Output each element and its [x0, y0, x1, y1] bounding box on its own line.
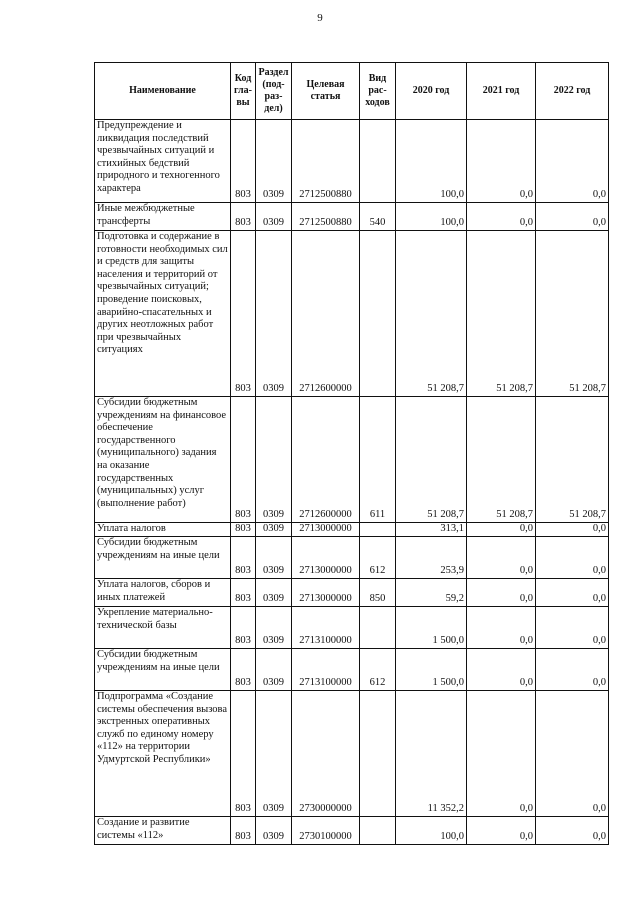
row-2022: 0,0 — [536, 607, 609, 649]
row-2020: 253,9 — [396, 537, 467, 579]
row-expense-type — [360, 231, 396, 397]
row-section: 0309 — [256, 817, 292, 845]
row-2022: 51 208,7 — [536, 397, 609, 523]
row-expense-type: 612 — [360, 649, 396, 691]
row-target: 2713000000 — [292, 579, 360, 607]
row-chapter: 803 — [231, 231, 256, 397]
row-expense-type — [360, 523, 396, 537]
row-expense-type — [360, 120, 396, 203]
row-chapter: 803 — [231, 579, 256, 607]
row-target: 2730000000 — [292, 691, 360, 817]
row-target: 2713100000 — [292, 649, 360, 691]
row-target: 2712600000 — [292, 397, 360, 523]
header-name: Наименование — [95, 63, 231, 120]
row-target: 2712600000 — [292, 231, 360, 397]
row-chapter: 803 — [231, 537, 256, 579]
row-expense-type — [360, 607, 396, 649]
row-2021: 0,0 — [467, 523, 536, 537]
row-2021: 0,0 — [467, 649, 536, 691]
table-row — [95, 203, 609, 231]
row-chapter: 803 — [231, 203, 256, 231]
row-2022: 0,0 — [536, 579, 609, 607]
table-row — [95, 537, 609, 579]
row-2021: 0,0 — [467, 691, 536, 817]
row-section: 0309 — [256, 231, 292, 397]
row-name: Уплата налогов — [95, 523, 231, 537]
row-target: 2713000000 — [292, 523, 360, 537]
row-2022: 0,0 — [536, 691, 609, 817]
row-expense-type: 540 — [360, 203, 396, 231]
page-number: 9 — [317, 12, 323, 24]
row-2020: 51 208,7 — [396, 397, 467, 523]
header-2021: 2021 год — [467, 63, 536, 120]
row-2020: 100,0 — [396, 120, 467, 203]
row-expense-type: 611 — [360, 397, 396, 523]
row-target: 2730100000 — [292, 817, 360, 845]
row-2020: 100,0 — [396, 817, 467, 845]
row-name: Подготовка и содержание в готовности необходимых сил и средств для защиты населения и территорий от чрезвычайных ситуаций; проведение поисковых, аварийно-спасательных и других неотложных работ при чрезвычайных ситуациях — [95, 231, 231, 397]
row-2020: 1 500,0 — [396, 649, 467, 691]
row-2020: 59,2 — [396, 579, 467, 607]
row-name: Субсидии бюджетным учреждениям на иные цели — [95, 649, 231, 691]
row-2020: 51 208,7 — [396, 231, 467, 397]
row-target: 2712500880 — [292, 120, 360, 203]
row-2020: 100,0 — [396, 203, 467, 231]
row-2021: 0,0 — [467, 607, 536, 649]
row-expense-type: 850 — [360, 579, 396, 607]
row-section: 0309 — [256, 203, 292, 231]
row-section: 0309 — [256, 691, 292, 817]
table-row — [95, 120, 609, 203]
table-row — [95, 607, 609, 649]
row-name: Уплата налогов, сборов и иных платежей — [95, 579, 231, 607]
row-2020: 313,1 — [396, 523, 467, 537]
row-2021: 0,0 — [467, 120, 536, 203]
row-section: 0309 — [256, 649, 292, 691]
row-2022: 0,0 — [536, 203, 609, 231]
row-name: Субсидии бюджетным учреждениям на иные цели — [95, 537, 231, 579]
row-2021: 0,0 — [467, 579, 536, 607]
row-2022: 0,0 — [536, 120, 609, 203]
row-chapter: 803 — [231, 120, 256, 203]
row-section: 0309 — [256, 120, 292, 203]
row-2022: 0,0 — [536, 649, 609, 691]
row-2021: 0,0 — [467, 817, 536, 845]
row-chapter: 803 — [231, 607, 256, 649]
row-name: Иные межбюджетные трансферты — [95, 203, 231, 231]
row-2022: 0,0 — [536, 523, 609, 537]
row-name: Субсидии бюджетным учреждениям на финансовое обеспечение государственного (муниципального) задания на оказание государственных (муниципальных) услуг (выполнение работ) — [95, 397, 231, 523]
table-row — [95, 523, 609, 537]
row-2020: 1 500,0 — [396, 607, 467, 649]
budget-table — [94, 62, 609, 845]
row-expense-type — [360, 817, 396, 845]
row-name: Создание и развитие системы «112» — [95, 817, 231, 845]
table-row — [95, 649, 609, 691]
row-expense-type — [360, 691, 396, 817]
row-name: Предупреждение и ликвидация последствий чрезвычайных ситуаций и стихийных бедствий природного и техногенного характера — [95, 120, 231, 203]
row-2021: 51 208,7 — [467, 231, 536, 397]
row-2020: 11 352,2 — [396, 691, 467, 817]
row-section: 0309 — [256, 523, 292, 537]
table-row — [95, 231, 609, 397]
row-target: 2712500880 — [292, 203, 360, 231]
header-2020: 2020 год — [396, 63, 467, 120]
row-expense-type: 612 — [360, 537, 396, 579]
row-chapter: 803 — [231, 397, 256, 523]
row-section: 0309 — [256, 537, 292, 579]
row-chapter: 803 — [231, 523, 256, 537]
table-row — [95, 397, 609, 523]
row-chapter: 803 — [231, 817, 256, 845]
row-2021: 0,0 — [467, 203, 536, 231]
header-chapter: Код гла- вы — [231, 63, 256, 120]
row-section: 0309 — [256, 607, 292, 649]
row-2022: 0,0 — [536, 817, 609, 845]
row-name: Укрепление материально-технической базы — [95, 607, 231, 649]
table-row — [95, 691, 609, 817]
row-name: Подпрограмма «Создание системы обеспечения вызова экстренных оперативных служб по единому номеру «112» на территории Удмуртской Республики» — [95, 691, 231, 817]
row-section: 0309 — [256, 397, 292, 523]
header-expense-type: Вид рас- ходов — [360, 63, 396, 120]
row-2021: 0,0 — [467, 537, 536, 579]
row-chapter: 803 — [231, 691, 256, 817]
row-2022: 51 208,7 — [536, 231, 609, 397]
row-chapter: 803 — [231, 649, 256, 691]
row-section: 0309 — [256, 579, 292, 607]
header-section: Раздел (под- раз- дел) — [256, 63, 292, 120]
header-2022: 2022 год — [536, 63, 609, 120]
table-row — [95, 817, 609, 845]
row-target: 2713000000 — [292, 537, 360, 579]
row-2021: 51 208,7 — [467, 397, 536, 523]
table-row — [95, 579, 609, 607]
header-target: Целевая статья — [292, 63, 360, 120]
header-row — [95, 63, 609, 120]
row-target: 2713100000 — [292, 607, 360, 649]
row-2022: 0,0 — [536, 537, 609, 579]
